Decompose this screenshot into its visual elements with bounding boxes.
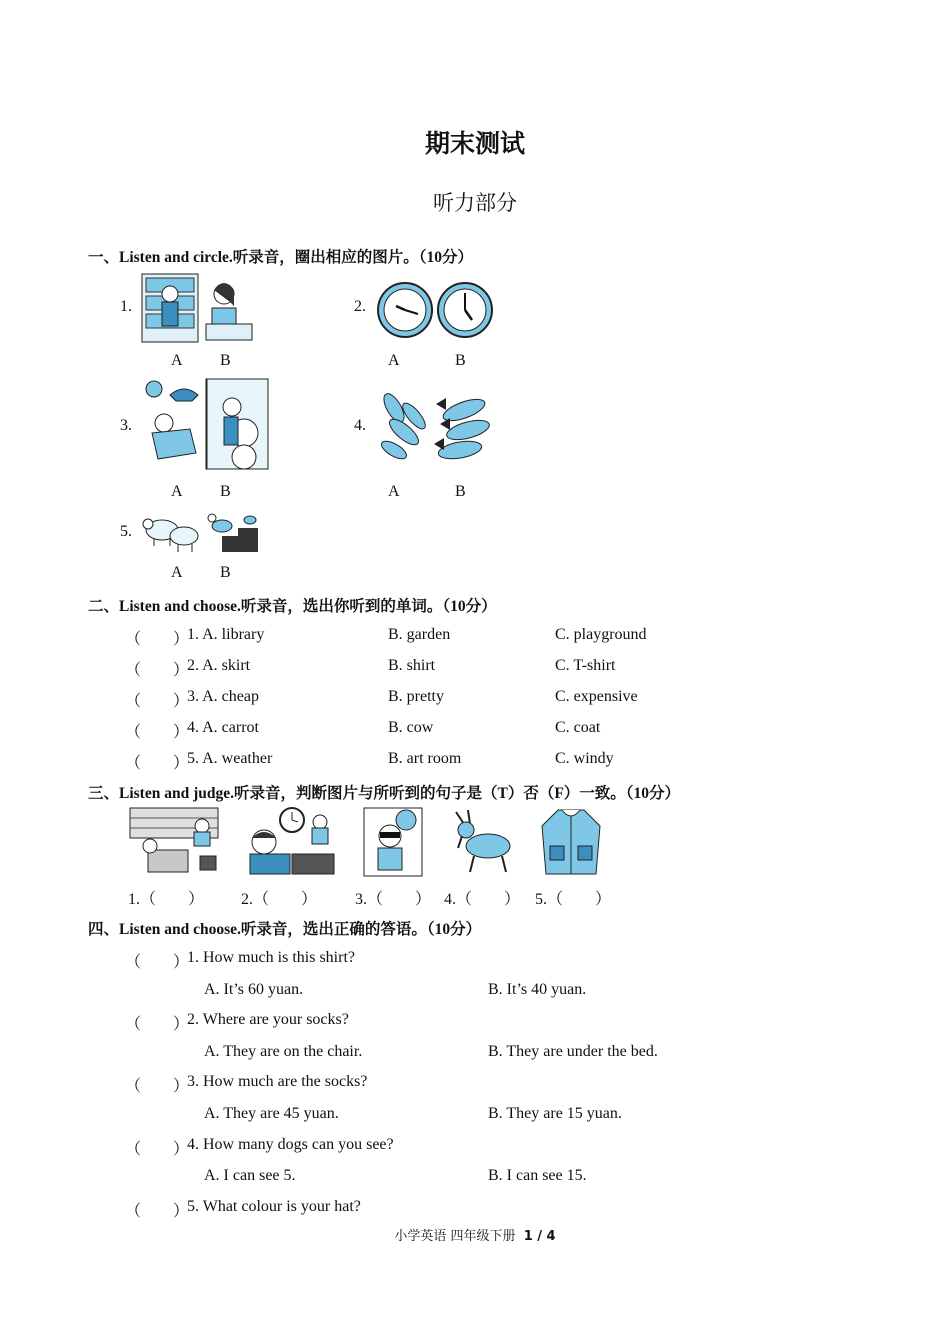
item-4-pictures xyxy=(374,388,494,462)
question-text: 2. Where are your socks? xyxy=(187,1011,349,1028)
answer-paren: （ ） xyxy=(125,693,190,710)
question-option-a: 3. A. cheap xyxy=(187,688,259,705)
item-4-label-b: B xyxy=(455,483,466,500)
question-option-b: B. garden xyxy=(388,626,451,643)
page-number: 1 / 4 xyxy=(523,1229,556,1244)
judge-answer-4: 4.（ ） xyxy=(444,891,521,908)
answer-paren: （ ） xyxy=(125,724,190,741)
item-3-pictures xyxy=(140,377,270,471)
section-4-heading: 四、Listen and choose.听录音，选出正确的答语。（10分） xyxy=(88,921,482,938)
item-3-label-a: A xyxy=(171,483,183,500)
question-option-a: 1. A. library xyxy=(187,626,265,643)
judge-picture-goat xyxy=(448,806,516,878)
item-2-label-a: A xyxy=(388,352,400,369)
section-1-heading: 一、Listen and circle.听录音，圈出相应的图片。（10分） xyxy=(88,249,474,266)
answer-paren: （ ） xyxy=(125,1016,190,1033)
question-option-a: 2. A. skirt xyxy=(187,657,251,674)
question-option-c: C. T-shirt xyxy=(555,657,616,674)
item-2-clocks xyxy=(376,280,494,342)
question-option-a: 5. A. weather xyxy=(187,750,273,767)
judge-picture-clock xyxy=(242,806,338,878)
answer-paren: （ ） xyxy=(125,631,190,648)
question-option-b: B. art room xyxy=(388,750,462,767)
answer-paren: （ ） xyxy=(125,1141,190,1158)
option-a: A. They are on the chair. xyxy=(204,1043,363,1060)
page-footer xyxy=(0,1225,950,1244)
question-text: 1. How much is this shirt? xyxy=(187,949,355,966)
item-5-label-a: A xyxy=(171,564,183,581)
judge-picture-library xyxy=(128,806,220,878)
question-option-b: B. shirt xyxy=(388,657,436,674)
footer-text: 小学英语 四年级下册 xyxy=(394,1229,516,1244)
question-option-c: C. expensive xyxy=(555,688,638,705)
section-2-heading: 二、Listen and choose.听录音，选出你听到的单词。（10分） xyxy=(88,598,497,615)
item-5-label-b: B xyxy=(220,564,231,581)
answer-paren: （ ） xyxy=(125,954,190,971)
item-2-label-b: B xyxy=(455,352,466,369)
section-3-heading: 三、Listen and judge.听录音，判断图片与所听到的句子是（T）否（F）一致。（10分） xyxy=(88,785,681,802)
question-text: 4. How many dogs can you see? xyxy=(187,1136,394,1153)
judge-answer-3: 3.（ ） xyxy=(355,891,432,908)
option-a: A. They are 45 yuan. xyxy=(204,1105,339,1122)
question-text: 3. How much are the socks? xyxy=(187,1073,368,1090)
item-4-label-a: A xyxy=(388,483,400,500)
item-4-number: 4. xyxy=(354,417,366,434)
option-b: B. I can see 15. xyxy=(488,1167,587,1184)
option-b: B. It’s 40 yuan. xyxy=(488,981,587,998)
judge-picture-sunglasses xyxy=(362,806,424,878)
question-option-a: 4. A. carrot xyxy=(187,719,259,736)
page-title: 期末测试 xyxy=(424,129,525,158)
answer-paren: （ ） xyxy=(125,755,190,772)
question-option-c: C. coat xyxy=(555,719,601,736)
question-option-b: B. cow xyxy=(388,719,434,736)
question-option-b: B. pretty xyxy=(388,688,444,705)
item-1-number: 1. xyxy=(120,298,132,315)
answer-paren: （ ） xyxy=(125,1203,190,1220)
item-5-number: 5. xyxy=(120,523,132,540)
item-3-number: 3. xyxy=(120,417,132,434)
item-5-pictures xyxy=(140,508,260,554)
item-3-label-b: B xyxy=(220,483,231,500)
question-text: 5. What colour is your hat? xyxy=(187,1198,361,1215)
option-b: B. They are 15 yuan. xyxy=(488,1105,622,1122)
judge-answer-1: 1.（ ） xyxy=(128,891,205,908)
answer-paren: （ ） xyxy=(125,662,190,679)
item-1-label-a: A xyxy=(171,352,183,369)
judge-picture-jacket xyxy=(538,806,604,878)
item-1-label-b: B xyxy=(220,352,231,369)
option-a: A. I can see 5. xyxy=(204,1167,296,1184)
question-option-c: C. windy xyxy=(555,750,614,767)
question-option-c: C. playground xyxy=(555,626,647,643)
option-b: B. They are under the bed. xyxy=(488,1043,658,1060)
option-a: A. It’s 60 yuan. xyxy=(204,981,304,998)
judge-answer-2: 2.（ ） xyxy=(241,891,318,908)
item-1-pictures xyxy=(140,272,255,344)
answer-paren: （ ） xyxy=(125,1078,190,1095)
page-subtitle: 听力部分 xyxy=(433,191,517,215)
item-2-number: 2. xyxy=(354,298,366,315)
judge-answer-5: 5.（ ） xyxy=(535,891,612,908)
